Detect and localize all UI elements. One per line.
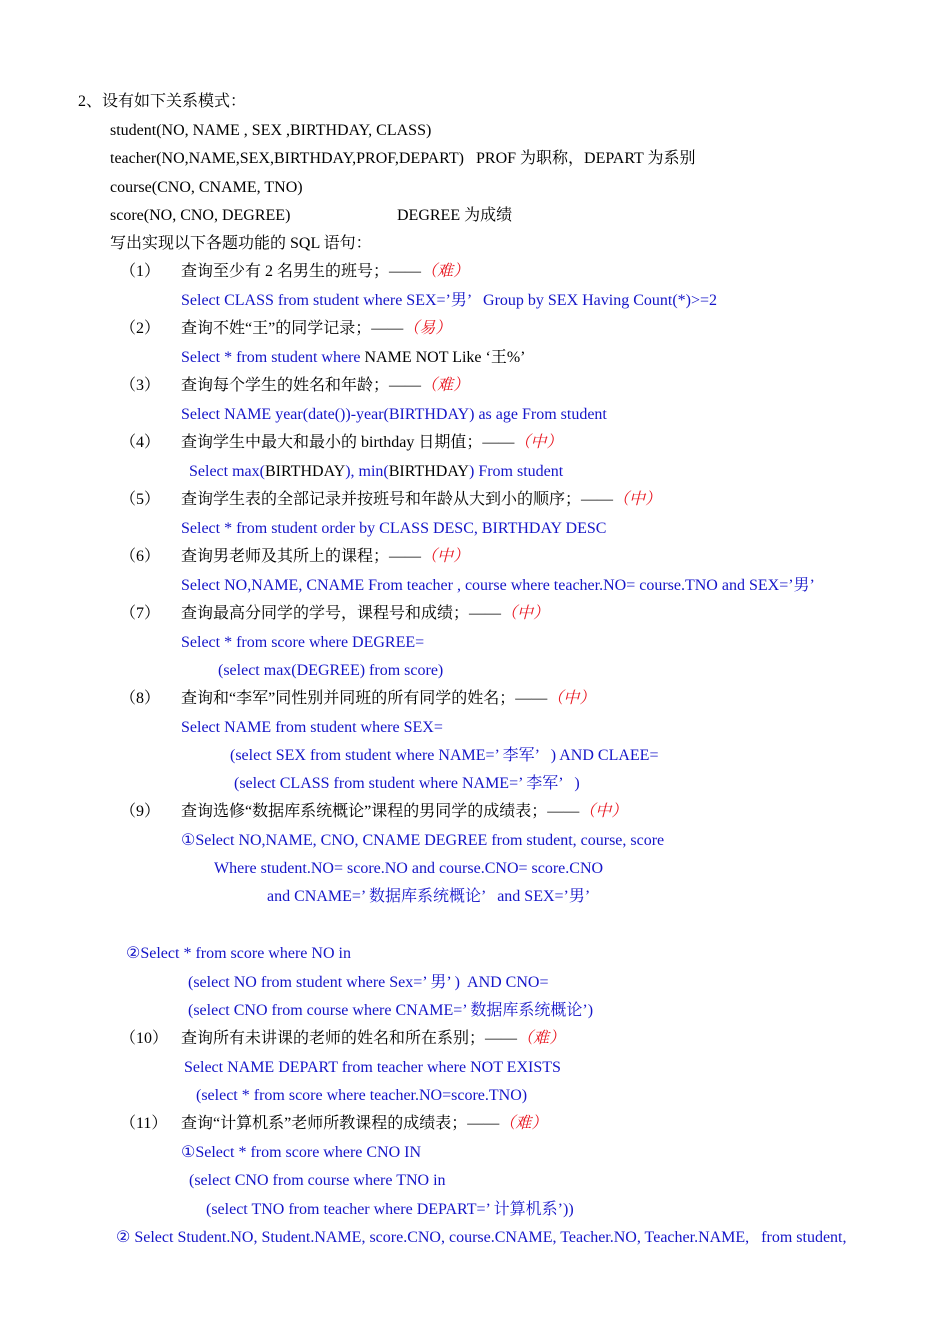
difficulty-badge: （中） bbox=[421, 548, 470, 565]
question-prompt: 查询选修“数据库系统概论”课程的男同学的成绩表；—— bbox=[181, 803, 580, 820]
sql-line: (select NO from student where Sex=’ 男’ ) AND CNO= bbox=[188, 974, 549, 991]
sql-line: (select CNO from course where TNO in bbox=[189, 1172, 446, 1189]
question-text bbox=[181, 547, 469, 567]
sql-line: Select NAME DEPART from teacher where NOT EXISTS bbox=[184, 1059, 561, 1076]
difficulty-badge: （中） bbox=[514, 434, 563, 451]
question-text bbox=[181, 604, 549, 624]
question-number: （5） bbox=[120, 491, 161, 508]
question-prompt: 查询至少有 2 名男生的班号；—— bbox=[181, 263, 422, 280]
question-text bbox=[181, 262, 469, 282]
schema-score: score(NO, CNO, DEGREE) bbox=[110, 207, 291, 224]
sql-line bbox=[181, 348, 526, 368]
sql-line: (select TNO from teacher where DEPART=’ 计算机系’)) bbox=[206, 1201, 574, 1218]
schema-course: course(CNO, CNAME, TNO) bbox=[110, 179, 303, 196]
question-text bbox=[181, 689, 595, 709]
question-prompt: 查询学生中最大和最小的 birthday 日期值；—— bbox=[181, 434, 515, 451]
question-prompt: 查询所有未讲课的老师的姓名和所在系别；—— bbox=[181, 1030, 518, 1047]
question-number: （10） bbox=[120, 1030, 169, 1047]
sql-line: (select max(DEGREE) from score) bbox=[218, 662, 444, 679]
sql-line: ①Select NO,NAME, CNO, CNAME DEGREE from student, course, score bbox=[181, 832, 665, 849]
sql-line: Select CLASS from student where SEX=’男’ Group by SEX Having Count(*)>=2 bbox=[181, 292, 718, 309]
difficulty-badge: （易） bbox=[403, 320, 452, 337]
sql-line: (select CLASS from student where NAME=’ 李军’ ) bbox=[234, 775, 580, 792]
question-text bbox=[181, 490, 661, 510]
question-prompt: 查询和“李军”同性别并同班的所有同学的姓名；—— bbox=[181, 690, 548, 707]
sql-fragment: Select max( bbox=[189, 463, 265, 480]
question-prompt: 查询男老师及其所上的课程；—— bbox=[181, 548, 422, 565]
question-number: （9） bbox=[120, 803, 161, 820]
question-number: （3） bbox=[120, 377, 161, 394]
question-prompt: 查询学生表的全部记录并按班号和年龄从大到小的顺序；—— bbox=[181, 491, 614, 508]
section-heading: 2、设有如下关系模式： bbox=[78, 93, 247, 110]
sql-line: Select * from student order by CLASS DESC, BIRTHDAY DESC bbox=[181, 520, 607, 537]
sql-line: and CNAME=’ 数据库系统概论’ and SEX=’男’ bbox=[267, 888, 591, 905]
difficulty-badge: （中） bbox=[501, 605, 550, 622]
difficulty-badge: （难） bbox=[499, 1115, 548, 1132]
schema-score-note: DEGREE 为成绩 bbox=[397, 207, 513, 224]
question-text bbox=[181, 319, 451, 339]
sql-fragment: Select * from student where bbox=[181, 349, 365, 366]
sql-fragment: ) From student bbox=[468, 463, 564, 480]
question-prompt: 查询最高分同学的学号，课程号和成绩；—— bbox=[181, 605, 502, 622]
difficulty-badge: （中） bbox=[579, 803, 628, 820]
sql-line: Select NAME year(date())-year(BIRTHDAY) as age From student bbox=[181, 406, 607, 423]
difficulty-badge: （中） bbox=[547, 690, 596, 707]
sql-line: (select CNO from course where CNAME=’ 数据库系统概论’) bbox=[188, 1002, 594, 1019]
difficulty-badge: （难） bbox=[421, 263, 470, 280]
question-number: （8） bbox=[120, 690, 161, 707]
question-number: （11） bbox=[120, 1115, 168, 1132]
sql-fragment: ), min( bbox=[345, 463, 389, 480]
question-text bbox=[181, 1029, 565, 1049]
difficulty-badge: （难） bbox=[421, 377, 470, 394]
sql-line: ②Select * from score where NO in bbox=[126, 945, 351, 962]
sql-line: Where student.NO= score.NO and course.CNO= score.CNO bbox=[214, 860, 604, 877]
question-prompt: 查询不姓“王”的同学记录；—— bbox=[181, 320, 404, 337]
sql-line: Select NO,NAME, CNAME From teacher , course where teacher.NO= course.TNO and SEX=’男’ bbox=[181, 577, 815, 594]
sql-line: (select SEX from student where NAME=’ 李军’ ) AND CLAEE= bbox=[230, 747, 659, 764]
question-text bbox=[181, 802, 627, 822]
difficulty-badge: （难） bbox=[517, 1030, 566, 1047]
question-number: （4） bbox=[120, 434, 161, 451]
question-number: （2） bbox=[120, 320, 161, 337]
question-text bbox=[181, 433, 562, 453]
schema-teacher: teacher(NO,NAME,SEX,BIRTHDAY,PROF,DEPART) PROF 为职称，DEPART 为系别 bbox=[110, 150, 696, 167]
schema-student: student(NO, NAME , SEX ,BIRTHDAY, CLASS) bbox=[110, 122, 432, 139]
sql-line: ①Select * from score where CNO IN bbox=[181, 1144, 422, 1161]
sql-line: ② Select Student.NO, Student.NAME, score.CNO, course.CNAME, Teacher.NO, Teacher.NAME, from student, bbox=[116, 1229, 847, 1246]
question-number: （6） bbox=[120, 548, 161, 565]
question-number: （1） bbox=[120, 263, 161, 280]
question-prompt: 查询“计算机系”老师所教课程的成绩表；—— bbox=[181, 1115, 500, 1132]
sql-line bbox=[189, 462, 563, 482]
sql-line: Select * from score where DEGREE= bbox=[181, 634, 425, 651]
sql-fragment: NAME NOT Like ‘王%’ bbox=[364, 349, 526, 366]
question-text bbox=[181, 1114, 547, 1134]
instruction: 写出实现以下各题功能的 SQL 语句： bbox=[110, 235, 372, 252]
difficulty-badge: （中） bbox=[613, 491, 662, 508]
sql-fragment: BIRTHDAY bbox=[264, 463, 346, 480]
sql-line: Select NAME from student where SEX= bbox=[181, 719, 443, 736]
question-prompt: 查询每个学生的姓名和年龄；—— bbox=[181, 377, 422, 394]
sql-line: (select * from score where teacher.NO=score.TNO) bbox=[196, 1087, 528, 1104]
question-text bbox=[181, 376, 469, 396]
sql-fragment: BIRTHDAY bbox=[388, 463, 469, 480]
question-number: （7） bbox=[120, 605, 161, 622]
